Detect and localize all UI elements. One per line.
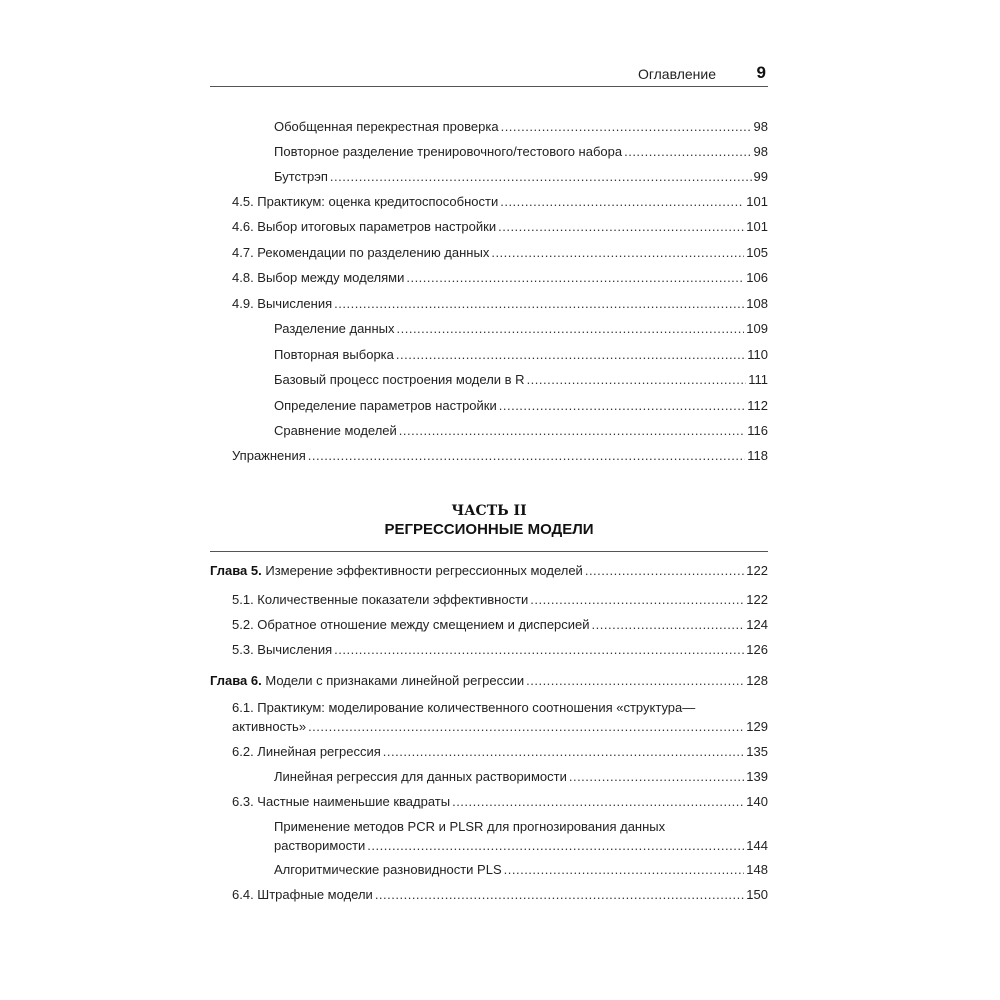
toc-entry-page: 118	[747, 448, 768, 463]
toc-entry-title: Повторная выборка	[274, 347, 394, 362]
toc-entry-page: 99	[753, 169, 768, 184]
toc-entry-title: Разделение данных	[274, 321, 395, 336]
toc-entry-page: 122	[746, 563, 768, 578]
toc-entry[interactable]	[232, 243, 768, 261]
toc-entry-title: Алгоритмические разновидности PLS	[274, 862, 502, 877]
header-title: Оглавление	[637, 66, 716, 82]
toc-entry-title: 4.8. Выбор между моделями	[232, 270, 405, 285]
toc-entry-title: Модели с признаками линейной регрессии	[265, 673, 525, 688]
toc-leader	[624, 144, 751, 160]
toc-leader	[498, 219, 744, 235]
toc-entry-page: 98	[753, 144, 768, 159]
toc-entry-title: Определение параметров настройки	[274, 398, 497, 413]
toc-entry-page: 110	[747, 347, 768, 362]
toc-entry[interactable]	[274, 319, 768, 337]
toc-entry-page: 144	[746, 838, 768, 853]
toc-entry-page: 106	[746, 270, 768, 285]
toc-leader	[526, 673, 744, 689]
toc-entry-title: 5.2. Обратное отношение между смещением и дисперсией	[232, 617, 590, 632]
toc-entry[interactable]	[232, 640, 768, 658]
toc-leader	[592, 617, 745, 633]
toc-leader	[396, 347, 745, 363]
toc-leader	[491, 245, 744, 261]
toc-entry[interactable]	[274, 142, 768, 160]
toc-entry-page: 111	[748, 372, 768, 387]
toc-entry[interactable]	[232, 885, 768, 903]
toc-entry-page: 150	[746, 887, 768, 902]
toc-entry-title: Измерение эффективности регрессионных моделей	[265, 563, 583, 578]
toc-entry[interactable]	[274, 396, 768, 414]
toc-entry-title: Повторное разделение тренировочного/тестового набора	[274, 144, 623, 159]
toc-entry-title-line1: Применение методов PCR и PLSR для прогнозирования данных	[274, 819, 666, 834]
toc-entry-title: растворимости	[274, 838, 366, 853]
toc-leader	[308, 719, 744, 735]
toc-entry-page: 139	[746, 769, 768, 784]
toc-entry[interactable]	[232, 217, 768, 235]
toc-leader	[585, 563, 744, 579]
toc-entry-title: 5.3. Вычисления	[232, 642, 333, 657]
toc-entry[interactable]	[232, 717, 768, 735]
toc-entry[interactable]	[274, 117, 768, 135]
toc-entry-page: 101	[746, 194, 768, 209]
toc-entry-page: 126	[746, 642, 768, 657]
toc-entry-page: 129	[746, 719, 768, 734]
toc-leader	[530, 592, 744, 608]
toc-entry[interactable]	[232, 192, 768, 210]
toc-entry-page: 122	[746, 592, 768, 607]
toc-entry[interactable]	[232, 590, 768, 608]
toc-leader	[399, 423, 745, 439]
header-page-number: 9	[756, 63, 766, 82]
toc-entry-page: 105	[746, 245, 768, 260]
toc-entry[interactable]	[232, 792, 768, 810]
toc-entry[interactable]	[232, 742, 768, 760]
toc-leader	[330, 169, 752, 185]
toc-entry[interactable]	[232, 446, 768, 464]
toc-leader	[367, 838, 744, 854]
part-divider	[210, 551, 768, 552]
toc-leader	[375, 887, 744, 903]
toc-entry[interactable]	[232, 615, 768, 633]
toc-leader	[308, 448, 746, 464]
toc-entry[interactable]	[274, 370, 768, 388]
toc-entry-page: 124	[746, 617, 768, 632]
toc-entry-page: 108	[746, 296, 768, 311]
toc-entry[interactable]	[274, 836, 768, 854]
toc-leader	[383, 744, 745, 760]
toc-entry-title: Бутстрэп	[274, 169, 328, 184]
toc-entry-title: 4.7. Рекомендации по разделению данных	[232, 245, 490, 260]
toc-entry-page: 148	[746, 862, 768, 877]
toc-entry-title: активность»	[232, 719, 307, 734]
toc-entry-page: 128	[746, 673, 768, 688]
toc-entry[interactable]	[274, 167, 768, 185]
toc-leader	[500, 194, 744, 210]
toc-entry[interactable]	[274, 345, 768, 363]
toc-leader	[452, 794, 744, 810]
chapter-label: Глава 6.	[210, 673, 262, 688]
toc-entry-page: 116	[747, 423, 768, 438]
chapter-label: Глава 5.	[210, 563, 262, 578]
running-header	[210, 62, 768, 87]
toc-entry-title: Линейная регрессия для данных растворимости	[274, 769, 567, 784]
toc-entry-title: Обобщенная перекрестная проверка	[274, 119, 499, 134]
toc-entry[interactable]	[232, 294, 768, 312]
toc-entry-page: 109	[746, 321, 768, 336]
toc-entry-title: Упражнения	[232, 448, 306, 463]
toc-entry-title: 4.5. Практикум: оценка кредитоспособности	[232, 194, 499, 209]
toc-leader	[406, 270, 744, 286]
toc-entry-title: 6.3. Частные наименьшие квадраты	[232, 794, 451, 809]
toc-entry-title: 6.2. Линейная регрессия	[232, 744, 381, 759]
toc-entry-title: Базовый процесс построения модели в R	[274, 372, 525, 387]
toc-entry-page: 112	[747, 398, 768, 413]
toc-entry-page: 98	[753, 119, 768, 134]
toc-chapter-entry[interactable]	[210, 561, 768, 579]
toc-leader	[397, 321, 745, 337]
toc-leader	[501, 119, 752, 135]
toc-entry[interactable]	[274, 860, 768, 878]
toc-leader	[334, 642, 744, 658]
toc-entry-page: 140	[746, 794, 768, 809]
part-label: ЧАСТЬ II	[451, 503, 527, 519]
toc-leader	[499, 398, 746, 414]
toc-entry-title: 4.6. Выбор итоговых параметров настройки	[232, 219, 497, 234]
toc-leader	[569, 769, 744, 785]
toc-entry[interactable]	[274, 767, 768, 785]
toc-entry[interactable]	[274, 421, 768, 439]
toc-entry-title: Сравнение моделей	[274, 423, 397, 438]
toc-leader	[334, 296, 744, 312]
toc-entry-title: 4.9. Вычисления	[232, 296, 333, 311]
toc-entry-title-line1: 6.1. Практикум: моделирование количественного соотношения «структура—	[232, 700, 696, 715]
toc-leader	[504, 862, 745, 878]
toc-entry-page: 101	[746, 219, 768, 234]
toc-leader	[527, 372, 747, 388]
toc-entry-title: 6.4. Штрафные модели	[232, 887, 373, 902]
toc-entry-title: 5.1. Количественные показатели эффективности	[232, 592, 529, 607]
part-title: РЕГРЕССИОННЫЕ МОДЕЛИ	[384, 521, 594, 538]
toc-chapter-entry[interactable]	[210, 671, 768, 689]
toc-entry-page: 135	[746, 744, 768, 759]
toc-entry[interactable]	[232, 268, 768, 286]
